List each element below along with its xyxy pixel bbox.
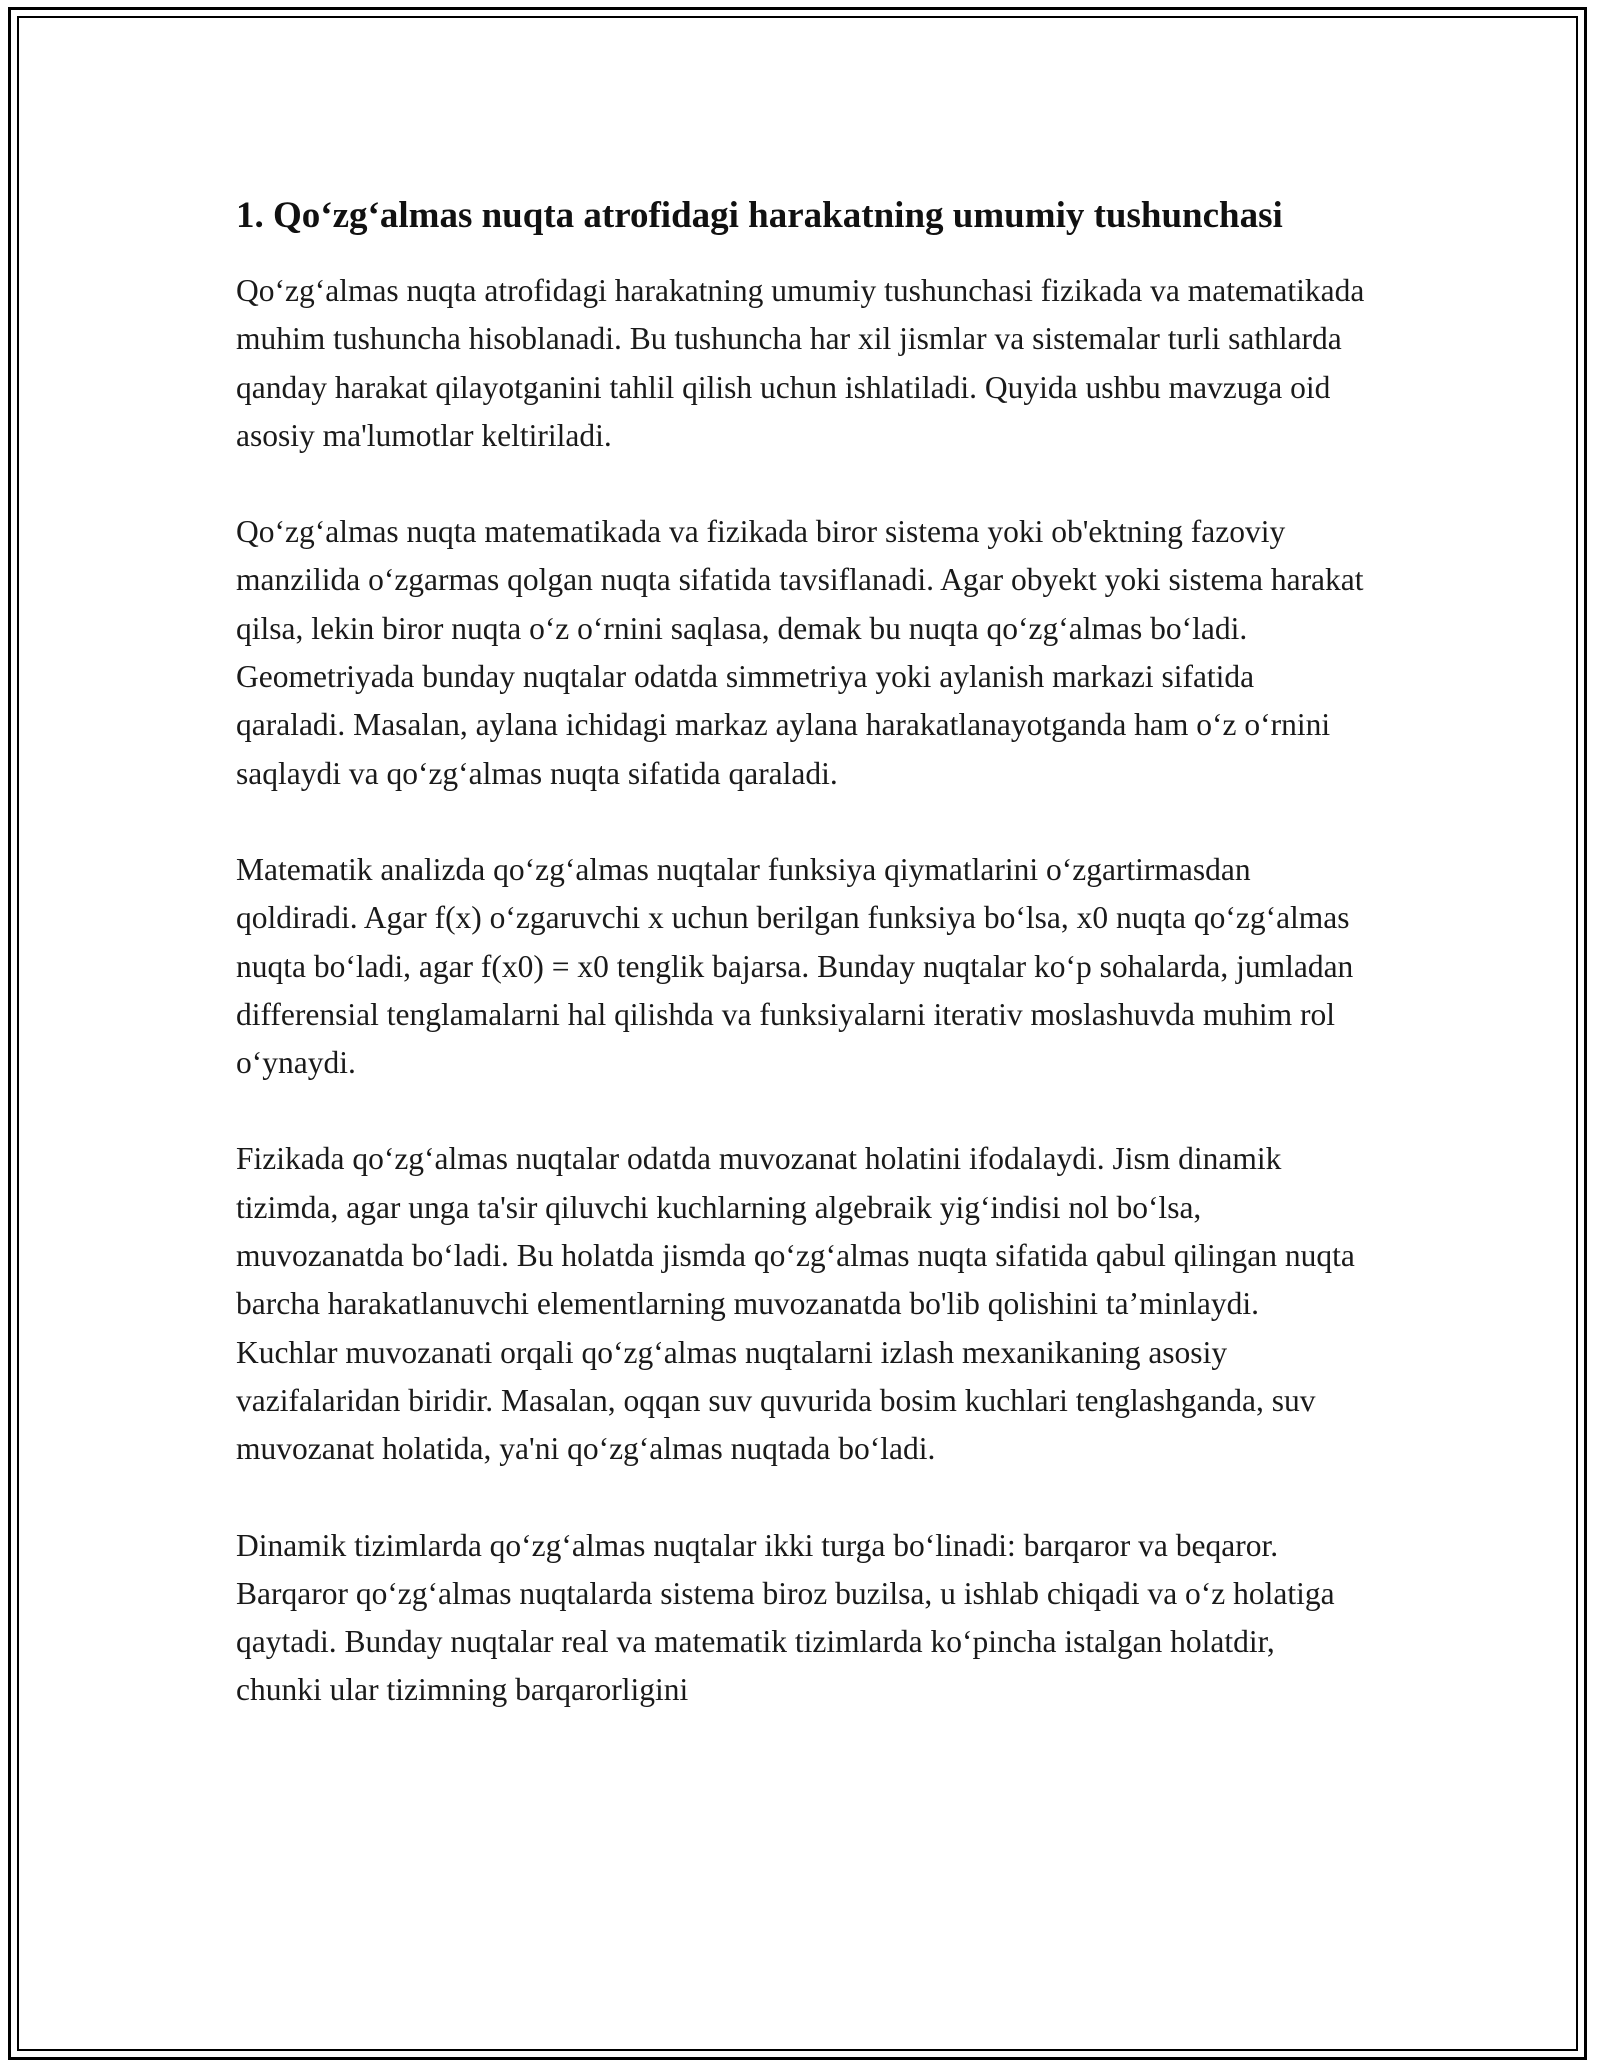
document-body	[236, 188, 1366, 1763]
paragraph-intro: Qo‘zg‘almas nuqta atrofidagi harakatning umumiy tushunchasi fizikada va matematikada muhim tushuncha hisoblanadi. Bu tushuncha har xil jismlar va sistemalar turli sathlarda qanday harakat qilayotganini tahlil qilish uchun ishlatiladi. Quyida ushbu mavzuga oid asosiy ma'lumotlar keltiriladi.	[236, 273, 1365, 453]
paragraph-dynamic-systems: Dinamik tizimlarda qo‘zg‘almas nuqtalar ikki turga bo‘linadi: barqaror va beqaror. Barqaror qo‘zg‘almas nuqtalarda sistema biroz buzilsa, u ishlab chiqadi va o‘z holatiga qaytadi. Bunday nuqtalar real va matematik tizimlarda ko‘pincha istalgan holatdir, chunki ular tizimning barqarorligini	[236, 1527, 1335, 1708]
paragraph-physics: Fizikada qo‘zg‘almas nuqtalar odatda muvozanat holatini ifodalaydi. Jism dinamik tizimda, agar unga ta'sir qiluvchi kuchlarning algebraik yig‘indisi nol bo‘lsa, muvozanatda bo‘ladi. Bu holatda jismda qo‘zg‘almas nuqta sifatida qabul qilingan nuqta barcha harakatlanuvchi elementlarning muvozanatda bo'lib qolishini ta’minlaydi. Kuchlar muvozanati orqali qo‘zg‘almas nuqtalarni izlash mexanikaning asosiy vazifalaridan biridir. Masalan, oqqan suv quvurida bosim kuchlari tenglashganda, suv muvozanat holatida, ya'ni qo‘zg‘almas nuqtada bo‘ladi.	[236, 1141, 1355, 1467]
paragraph-math-analysis: Matematik analizda qo‘zg‘almas nuqtalar funksiya qiymatlarini o‘zgartirmasdan qoldiradi. Agar f(x) o‘zgaruvchi x uchun berilgan funksiya bo‘lsa, x0 nuqta qo‘zg‘almas nuqta bo‘ladi, agar f(x0) = x0 tenglik bajarsa. Bunday nuqtalar ko‘p sohalarda, jumladan differensial tenglamalarni hal qilishda va funksiyalarni iterativ moslashuvda muhim rol o‘ynaydi.	[236, 851, 1354, 1081]
paragraph-definition: Qo‘zg‘almas nuqta matematikada va fizikada biror sistema yoki ob'ektning fazoviy manzilida o‘zgarmas qolgan nuqta sifatida tavsiflanadi. Agar obyekt yoki sistema harakat qilsa, lekin biror nuqta o‘z o‘rnini saqlasa, demak bu nuqta qo‘zg‘almas bo‘ladi. Geometriyada bunday nuqtalar odatda simmetriya yoki aylanish markazi sifatida qaraladi. Masalan, aylana ichidagi markaz aylana harakatlanayotganda ham o‘z o‘rnini saqlaydi va qo‘zg‘almas nuqta sifatida qaraladi.	[236, 514, 1364, 791]
section-title: 1. Qo‘zg‘almas nuqta atrofidagi harakatning umumiy tushunchasi	[236, 195, 1283, 236]
